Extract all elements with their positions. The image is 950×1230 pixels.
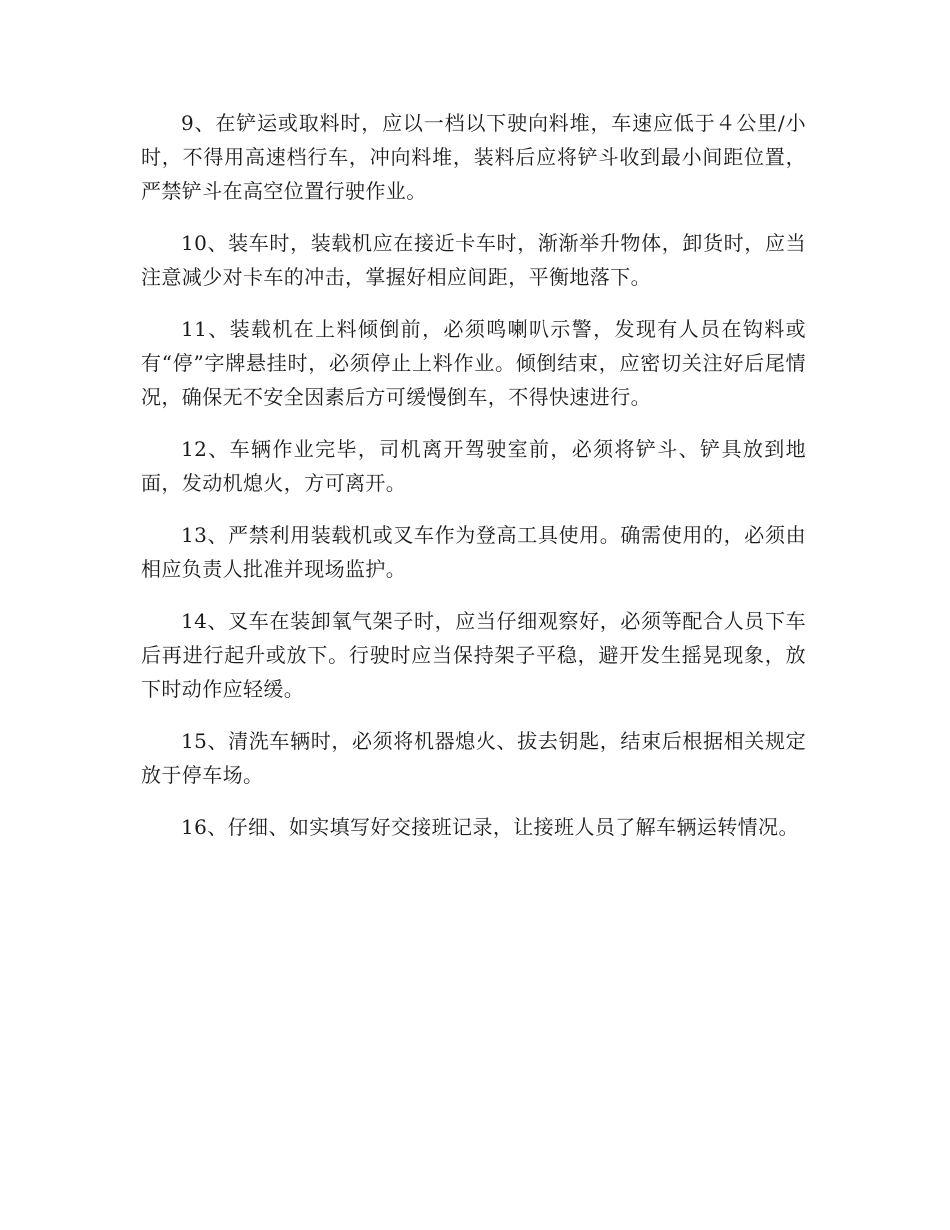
paragraph-item-14: 14、叉车在装卸氧气架子时，应当仔细观察好，必须等配合人员下车后再进行起升或放下。行驶时应当保持架子平稳，避开发生摇晃现象，放下时动作应轻缓。	[141, 609, 806, 701]
paragraph-item-12: 12、车辆作业完毕，司机离开驾驶室前，必须将铲斗、铲具放到地面，发动机熄火，方可离开。	[141, 437, 806, 495]
paragraph-item-11: 11、装载机在上料倾倒前，必须鸣喇叭示警，发现有人员在钩料或有“停”字牌悬挂时，必须停止上料作业。倾倒结束，应密切关注好后尾情况，确保无不安全因素后方可缓慢倒车，不得快速进行。	[141, 317, 806, 409]
paragraph-item-9: 9、在铲运或取料时，应以一档以下驶向料堆，车速应低于４公里/小时，不得用高速档行车，冲向料堆，装料后应将铲斗收到最小间距位置，严禁铲斗在高空位置行驶作业。	[141, 111, 806, 203]
paragraph-item-10: 10、装车时，装载机应在接近卡车时，渐渐举升物体，卸货时，应当注意减少对卡车的冲击，掌握好相应间距，平衡地落下。	[141, 231, 806, 289]
paragraph-item-15: 15、清洗车辆时，必须将机器熄火、拔去钥匙，结束后根据相关规定放于停车场。	[141, 729, 806, 787]
paragraph-item-16: 16、仔细、如实填写好交接班记录，让接班人员了解车辆运转情况。	[181, 815, 799, 839]
document-body	[141, 106, 806, 862]
paragraph-item-13: 13、严禁利用装载机或叉车作为登高工具使用。确需使用的，必须由相应负责人批准并现场监护。	[141, 523, 806, 581]
